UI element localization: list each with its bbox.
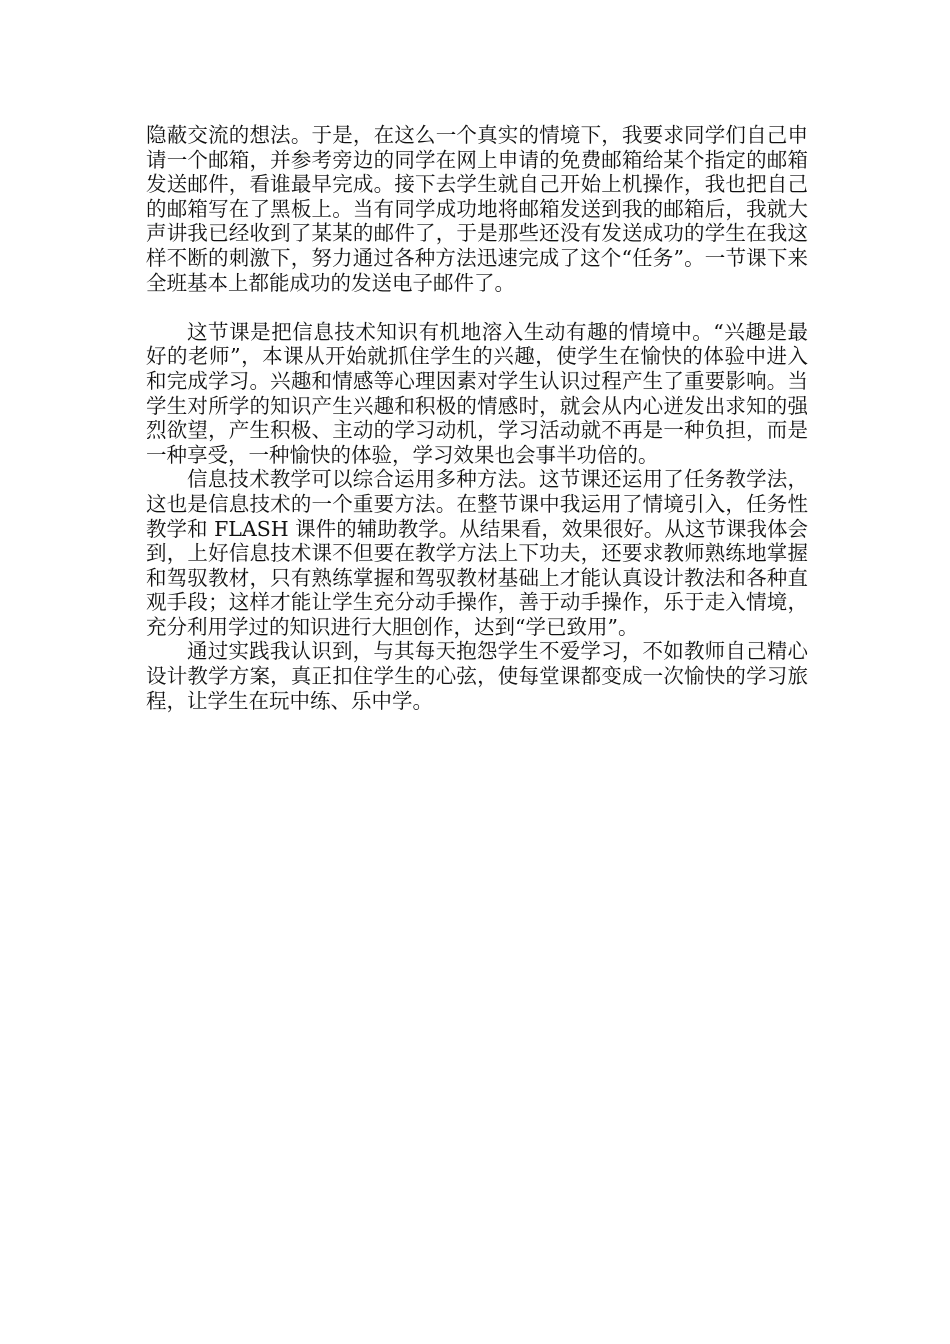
document-body bbox=[146, 123, 808, 713]
paragraph-4: 通过实践我认识到，与其每天抱怨学生不爱学习，不如教师自己精心设计教学方案，真正扣住学生的心弦，使每堂课都变成一次愉快的学习旅程，让学生在玩中练、乐中学。 bbox=[146, 639, 808, 713]
paragraph-2: 这节课是把信息技术知识有机地溶入生动有趣的情境中。“兴趣是最好的老师”，本课从开始就抓住学生的兴趣，使学生在愉快的体验中进入和完成学习。兴趣和情感等心理因素对学生认识过程产生了重要影响。当学生对所学的知识产生兴趣和积极的情感时，就会从内心迸发出求知的强烈欲望，产生积极、主动的学习动机，学习活动就不再是一种负担，而是一种享受，一种愉快的体验，学习效果也会事半功倍的。 bbox=[146, 319, 808, 467]
paragraph-3: 信息技术教学可以综合运用多种方法。这节课还运用了任务教学法，这也是信息技术的一个重要方法。在整节课中我运用了情境引入，任务性教学和 FLASH 课件的辅助教学。从结果看，效果很好。从这节课我体会到，上好信息技术课不但要在教学方法上下功夫，还要求教师熟练地掌握和驾驭教材，只有熟练掌握和驾驭教材基础上才能认真设计教法和各种直观手段；这样才能让学生充分动手操作，善于动手操作，乐于走入情境，充分利用学过的知识进行大胆创作，达到“学已致用”。 bbox=[146, 467, 808, 639]
paragraph-1: 隐蔽交流的想法。于是，在这么一个真实的情境下，我要求同学们自己申请一个邮箱，并参考旁边的同学在网上申请的免费邮箱给某个指定的邮箱发送邮件，看谁最早完成。接下去学生就自己开始上机操作，我也把自己的邮箱写在了黑板上。当有同学成功地将邮箱发送到我的邮箱后，我就大声讲我已经收到了某某的邮件了，于是那些还没有发送成功的学生在我这样不断的刺激下，努力通过各种方法迅速完成了这个“任务”。一节课下来全班基本上都能成功的发送电子邮件了。 bbox=[146, 123, 808, 295]
